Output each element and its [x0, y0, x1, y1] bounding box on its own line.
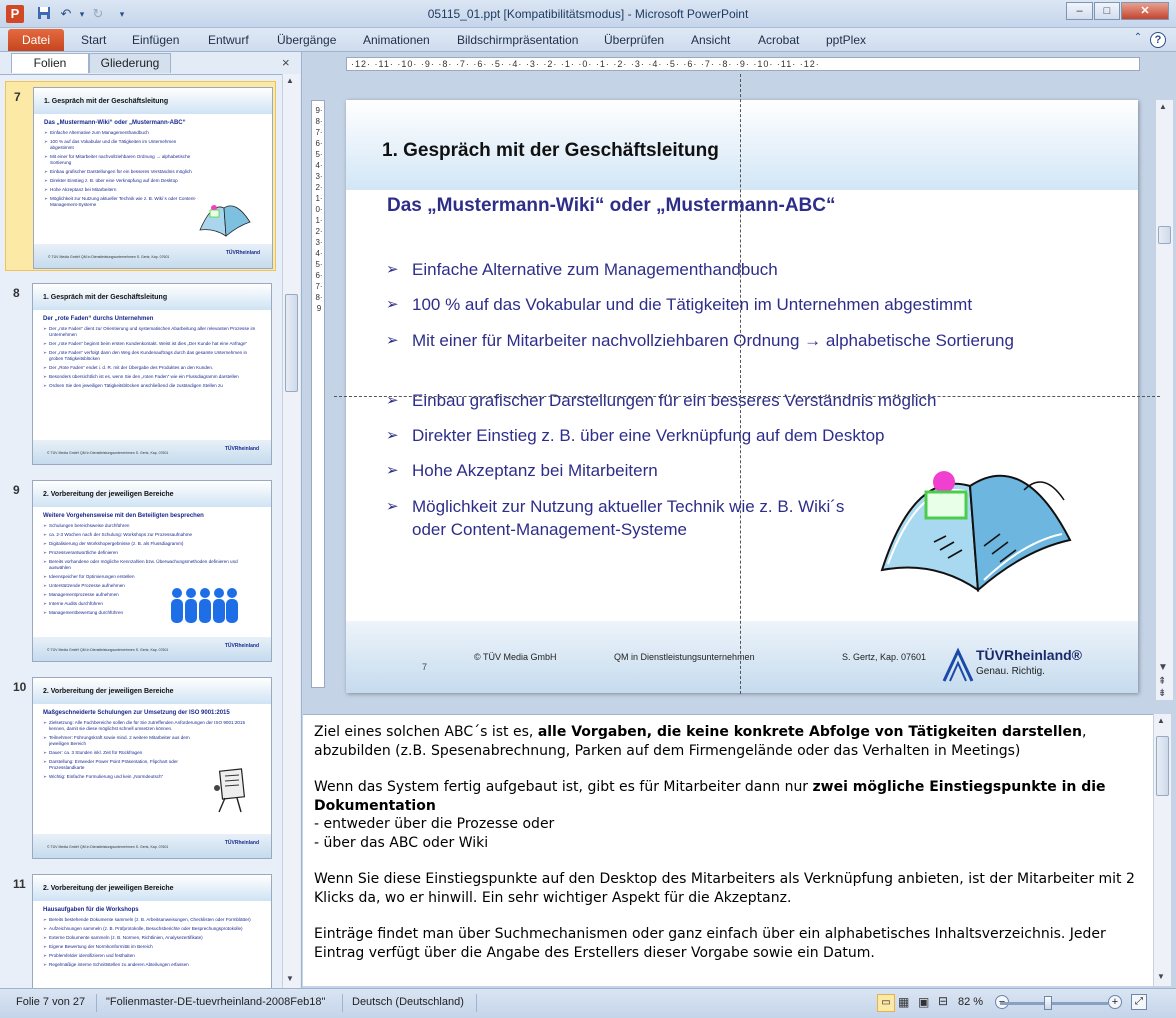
theme-name[interactable]: "Folienmaster-DE-tuevrheinland-2008Feb18"	[106, 996, 326, 1008]
thumbnail-bullet: ➢ Der „Rote Faden“ endet i. d. R. mit der Übergabe des Produktes an den Kunden.	[43, 365, 259, 371]
thumbnail-bullet: ➢ Der „rote Faden“ dient zur Orientierung und systematischen Abarbeitung aller relevanten Prozesse im Unternehmen	[43, 326, 259, 338]
status-bar	[0, 988, 1176, 1018]
slide-bullet[interactable]	[386, 258, 1046, 281]
bullet-arrow-icon: ➢	[386, 296, 399, 313]
tab-review[interactable]: Überprüfen	[604, 33, 665, 47]
customize-toolbar-icon[interactable]: ▾	[119, 9, 125, 19]
slide-number: 7	[14, 90, 21, 104]
bullet-text: Mit einer für Mitarbeiter nachvollziehbaren Ordnung → alphabetische Sortierung	[412, 331, 1014, 350]
scroll-down-icon[interactable]: ▼	[1158, 662, 1168, 673]
status-divider	[342, 994, 343, 1012]
minimize-button[interactable]: –	[1066, 2, 1093, 20]
tab-insert[interactable]: Einfügen	[132, 33, 180, 47]
footer-copyright[interactable]: © TÜV Media GmbH	[474, 652, 557, 662]
notes-paragraph: Einträge findet man über Suchmechanismen oder ganz einfach über ein alphabetisches Inhaltsverzeichnis. Jeder Eintrag verfügt über die Angabe des Erstellers dieser Vorgabe sowie ein Datum.	[314, 926, 1106, 961]
thumbnail-bullet: ➢ Direkter Einstieg z. B. über eine Verknüpfung auf dem Desktop	[44, 178, 198, 184]
tab-acrobat[interactable]: Acrobat	[758, 33, 800, 47]
bullet-text: Möglichkeit zur Nutzung aktueller Technik wie z. B. Wiki´s oder Content-Management-Systeme	[412, 497, 845, 539]
thumbnail-preview[interactable]	[32, 677, 272, 859]
tab-design[interactable]: Entwurf	[208, 33, 249, 47]
thumbnail-bullet: ➢ Externe Dokumente sammeln (z. B. Normen, Richtlinien, Analysezertifikate)	[43, 935, 259, 941]
vertical-guide[interactable]	[740, 74, 741, 694]
help-icon[interactable]: ?	[1150, 32, 1166, 48]
vertical-ruler[interactable]	[311, 100, 325, 688]
thumbnail-footer	[34, 244, 272, 268]
thumbnail-footer	[33, 637, 271, 661]
thumbnail-bullet: ➢ Problemfelder identifizieren und festhalten	[43, 953, 259, 959]
thumbnail-bullet: ➢ Eigene Bewertung der Normkonformität im Bereich	[43, 944, 259, 950]
thumbnail-bullet: ➢ Aufzeichnungen sammeln (z. B. Prüfprotokolle, Besuchsberichte oder Besprechungsprotokolle)	[43, 926, 259, 932]
tab-animations[interactable]: Animationen	[363, 33, 430, 47]
thumbnail-bullet: ➢ Managementprozesse aufnehmen	[43, 592, 259, 598]
notes-paragraph	[314, 778, 1142, 815]
thumbnail-bullet: ➢ Einbau grafischer Darstellungen für ein besseres Verständnis möglich	[44, 169, 198, 175]
bullet-text: Einbau grafischer Darstellungen für ein besseres Verständnis möglich	[412, 391, 937, 410]
title-bar	[0, 0, 1176, 28]
thumbnail-bullet: ➢ Bereits vorhandene oder mögliche Kennzahlen bzw. Überwachungsmethoden definieren und auswählen	[43, 559, 259, 571]
scroll-down-icon[interactable]: ▼	[286, 974, 294, 983]
thumbnail-scroll-thumb[interactable]	[285, 294, 298, 392]
thumbnail-bullet: ➢ Dauer: ca. 3 Stunden inkl. Zeit für Rückfragen	[43, 750, 203, 756]
thumbnail-bullet: ➢ Der „rote Faden“ beginnt beim ersten Kundenkontakt. Weist ist dies „Der Kunde hat eine Anfrage“	[43, 341, 259, 347]
thumbnail-preview[interactable]	[32, 283, 272, 465]
scroll-up-icon[interactable]: ▲	[286, 76, 294, 85]
footer-course[interactable]: QM in Dienstleistungsunternehmen	[614, 652, 755, 662]
slide-number: 10	[13, 680, 27, 694]
thumbnail-bullet: ➢ Ideenspeicher für Optimierungen erstellen	[43, 574, 259, 580]
notes-line: - über das ABC oder Wiki	[314, 834, 489, 851]
bullet-arrow-icon: ➢	[386, 392, 399, 409]
people-group-icon	[169, 583, 239, 625]
thumbnail-subtitle: Der „rote Faden“ durchs Unternehmen	[43, 316, 154, 322]
scroll-up-icon[interactable]: ▲	[1159, 102, 1167, 111]
thumbnail-subtitle: Hausaufgaben für die Workshops	[43, 907, 139, 913]
notes-text: , abzubilden (z.B. Spesenabrechnung, Parken auf dem Firmengelände oder das Verhalten in Meetings)	[314, 724, 1087, 759]
thumbnail-title: 1. Gespräch mit der Geschäftsleitung	[33, 284, 271, 310]
thumbnail-preview[interactable]	[32, 874, 272, 988]
thumbnail-slide-7[interactable]	[5, 81, 276, 271]
thumbnail-bullet: ➢ Unterstützende Prozesse aufnehmen	[43, 583, 259, 589]
slide-bullet[interactable]	[386, 495, 866, 541]
thumbnail-bullet: ➢ Besonders übersichtlich ist es, wenn Sie den „roten Faden“ wie ein Flussdiagramm darstellen	[43, 374, 259, 380]
ribbon-collapse-icon[interactable]: ⌃	[1133, 32, 1143, 43]
slides-panel	[0, 52, 302, 988]
panel-close-icon[interactable]: ×	[282, 55, 290, 70]
bullet-arrow-icon: ➢	[386, 332, 399, 349]
slide-footer	[346, 621, 1138, 693]
notes-text: Ziel eines solchen ABC´s ist es,	[314, 724, 538, 740]
book-illustration-icon[interactable]	[874, 430, 1074, 600]
notes-scrollbar[interactable]	[1153, 714, 1171, 986]
bullet-arrow-icon: ➢	[386, 498, 399, 515]
thumbnail-bullet: ➢ Prozessverantwortliche definieren	[43, 550, 259, 556]
thumbnail-preview[interactable]	[32, 480, 272, 662]
bullet-arrow-icon: ➢	[386, 261, 399, 278]
bullet-text: 100 % auf das Vokabular und die Tätigkeiten im Unternehmen abgestimmt	[412, 295, 973, 314]
thumbnail-footer-text: © TÜV Media GmbH QM in Dienstleistungsunternehmen S. Gertz, Kap. 07601	[47, 845, 169, 849]
zoom-slider[interactable]	[1000, 1002, 1108, 1005]
thumbnail-title: 2. Vorbereitung der jeweiligen Bereiche	[33, 481, 271, 507]
zoom-in-button[interactable]: +	[1108, 995, 1122, 1009]
ribbon-tabs	[0, 28, 1176, 52]
zoom-level[interactable]: 82 %	[958, 996, 984, 1008]
slide-number: 11	[13, 877, 26, 891]
thumbnail-title: 1. Gespräch mit der Geschäftsleitung	[34, 88, 272, 114]
bullet-arrow-icon: ➢	[386, 427, 399, 444]
thumbnail-bullet: ➢ Regelmäßige interne Schnittstellen zu anderen Abteilungen erfassen	[43, 962, 259, 968]
thumbnail-footer-text: © TÜV Media GmbH QM in Dienstleistungsunternehmen S. Gertz, Kap. 07601	[48, 255, 170, 259]
horizontal-ruler[interactable]: ·12· ·11· ·10· ·9· ·8· ·7· ·6· ·5· ·4· ·3· ·2· ·1· ·0· ·1· ·2· ·3· ·4· ·5· ·6· ·7· ·8· ·9· ·10· ·11· ·12·	[346, 57, 1140, 71]
tab-transitions[interactable]: Übergänge	[277, 33, 337, 47]
slide-number: 9	[13, 483, 20, 497]
thumbnail-subtitle: Maßgeschneiderte Schulungen zur Umsetzung der ISO 9001:2015	[43, 710, 230, 716]
thumbnail-list	[0, 74, 282, 988]
footer-author[interactable]: S. Gertz, Kap. 07601	[842, 652, 927, 662]
scroll-up-icon[interactable]: ▲	[1157, 716, 1165, 725]
thumbnail-scrollbar[interactable]	[282, 74, 300, 988]
slide-number: 8	[13, 286, 20, 300]
bullet-text: Direkter Einstieg z. B. über eine Verknüpfung auf dem Desktop	[412, 426, 885, 445]
notes-text: Wenn das System fertig aufgebaut ist, gibt es für Mitarbeiter dann nur	[314, 779, 813, 795]
thumbnail-footer-text: © TÜV Media GmbH QM in Dienstleistungsunternehmen S. Gertz, Kap. 07601	[47, 648, 169, 652]
tab-pptplex[interactable]: pptPlex	[826, 33, 867, 47]
zoom-slider-thumb[interactable]	[1044, 996, 1052, 1010]
bullet-arrow-icon: ➢	[386, 462, 399, 479]
tuv-logo-icon: TÜVRheinland	[224, 446, 259, 452]
reading-view-icon[interactable]: ▣	[918, 995, 930, 1009]
fit-to-window-icon[interactable]: ⤢	[1131, 994, 1147, 1010]
slide-subtitle[interactable]: Das „Mustermann-Wiki“ oder „Mustermann-ABC“	[387, 195, 836, 216]
thumbnail-bullet: ➢ Digitalisierung der Workshopergebnisse (z. B. als Flussdiagramm)	[43, 541, 259, 547]
slide-scroll-thumb[interactable]	[1158, 226, 1171, 244]
scroll-down-icon[interactable]: ▼	[1157, 972, 1165, 981]
notes-pane[interactable]	[303, 714, 1153, 986]
book-illustration-icon	[196, 196, 254, 240]
slideshow-icon[interactable]: ⊟	[938, 994, 949, 1008]
bullet-text: Hohe Akzeptanz bei Mitarbeitern	[412, 461, 658, 480]
thumbnail-bullet: ➢ Mit einer für Mitarbeiter nachvollziehbaren Ordnung → alphabetische Sortierung	[44, 154, 198, 166]
close-button[interactable]: ✕	[1121, 2, 1169, 20]
powerpoint-icon[interactable]: P	[6, 5, 24, 23]
thumbnail-slide-8[interactable]	[5, 278, 276, 468]
bullet-text: Einfache Alternative zum Managementhandbuch	[412, 260, 778, 279]
undo-dropdown-icon[interactable]: ▾	[79, 9, 85, 19]
tuv-logo-name: TÜVRheinland®	[976, 647, 1082, 663]
slide-bullet[interactable]	[386, 329, 1046, 352]
thumbnail-footer-text: © TÜV Media GmbH QM in Dienstleistungsunternehmen S. Gertz, Kap. 07601	[47, 451, 169, 455]
thumbnail-bullet: ➢ Der „rote Faden“ verfolgt dann den Weg des Kundenauftrags durch das gesamte Unternehmen in groben Tätigkeitsblöcken	[43, 350, 259, 362]
normal-view-icon[interactable]: ▭	[877, 994, 895, 1012]
thumbnail-slide-11[interactable]	[5, 869, 276, 988]
vertical-ruler-scale: 9·8·7·6·5·4·3·2·1·0·1·2·3·4·5·6·7·8·9	[315, 106, 323, 313]
thumbnail-bullet: ➢ Interne Audits durchführen	[43, 601, 259, 607]
tab-view[interactable]: Ansicht	[691, 33, 731, 47]
next-slide-icon[interactable]: ⇟	[1158, 688, 1167, 699]
tuv-logo-claim: Genau. Richtig.	[976, 666, 1045, 677]
footer-page-number[interactable]: 7	[422, 662, 428, 672]
thumbnail-slide-10[interactable]	[5, 672, 276, 862]
thumbnail-bullet: ➢ Zielsetzung: Alle Fachbereiche sollen die für Sie zutreffenden Anforderungen der ISO 9001:2015 kennen, damit sie diese möglichst schnell umsetzen können.	[43, 720, 259, 732]
thumbnail-bullet: ➢ Ordnen Sie den jeweiligen Tätigkeitsblöcken anschließend die zuständigen Stellen zu	[43, 383, 259, 389]
thumbnail-title: 2. Vorbereitung der jeweiligen Bereiche	[33, 678, 271, 704]
thumbnail-bullet: ➢ Einfache Alternative zum Managementhandbuch	[44, 130, 198, 136]
thumbnail-subtitle: Weitere Vorgehensweise mit den Beteiligten besprechen	[43, 513, 204, 519]
thumbnail-bullet: ➢ Managementbewertung durchführen	[43, 610, 259, 616]
thumbnail-bullet: ➢ ca. 2-3 Wochen nach der Schulung: Workshops zur Prozessaufnahme	[43, 532, 259, 538]
thumbnail-footer	[33, 440, 271, 464]
thumbnail-title: 2. Vorbereitung der jeweiligen Bereiche	[33, 875, 271, 901]
status-divider	[96, 994, 97, 1012]
status-divider	[476, 994, 477, 1012]
maximize-button[interactable]: □	[1094, 2, 1120, 20]
previous-slide-icon[interactable]: ⇞	[1158, 676, 1167, 687]
slide-title[interactable]: 1. Gespräch mit der Geschäftsleitung	[382, 140, 719, 161]
tuv-logo-icon: TÜVRheinland	[225, 250, 260, 256]
slide-sorter-icon[interactable]: ▦	[898, 995, 910, 1009]
thumbnail-slide-9[interactable]	[5, 475, 276, 665]
horizontal-guide[interactable]	[334, 396, 1160, 397]
tab-slideshow[interactable]: Bildschirmpräsentation	[457, 33, 579, 47]
slide-counter: Folie 7 von 27	[16, 996, 86, 1008]
thumbnail-bullet: ➢ Bereits bestehende Dokumente sammeln (z. B. Arbeitsanweisungen, Checklisten oder Formblätter)	[43, 917, 259, 923]
window-title: 05115_01.ppt [Kompatibilitätsmodus] - Microsoft PowerPoint	[427, 7, 749, 21]
notes-line: - entweder über die Prozesse oder	[314, 816, 555, 832]
thumbnail-bullet: ➢ Wichtig: Einfache Formulierung und kein „Normdeutsch“	[43, 774, 203, 780]
thumbnail-bullet: ➢ Teilnehmer: Führungskraft sowie mind. 2 weitere Mitarbeiter aus dem jeweiligen Bereich	[43, 735, 203, 747]
notes-scroll-thumb[interactable]	[1156, 736, 1169, 796]
slide-scrollbar[interactable]	[1155, 100, 1173, 700]
tuv-logo-icon: TÜVRheinland	[224, 643, 259, 649]
slide-bullet[interactable]	[386, 293, 1046, 316]
thumbnail-bullet: ➢ Hohe Akzeptanz bei Mitarbeitern	[44, 187, 198, 193]
language-indicator[interactable]: Deutsch (Deutschland)	[352, 996, 464, 1008]
thumbnail-subtitle: Das „Mustermann-Wiki“ oder „Mustermann-ABC“	[44, 120, 186, 126]
undo-icon[interactable]: ↶	[60, 6, 72, 21]
thumbnail-footer	[33, 834, 271, 858]
thumbnail-bullet: ➢ Schulungen bereichsweise durchführen	[43, 523, 259, 529]
flipchart-person-icon	[211, 766, 249, 814]
thumbnail-bullet: ➢ Möglichkeit zur Nutzung aktueller Technik wie z. B. Wiki´s oder Content-Management-Systeme	[44, 196, 198, 208]
tab-slides[interactable]: Folien	[11, 53, 89, 73]
thumbnail-bullet: ➢ Darstellung: Entweder Power Point Präsentation, Flipchart oder Prozesslandkarte	[43, 759, 203, 771]
tuv-logo-icon: TÜVRheinland	[224, 840, 259, 846]
slide-bullet[interactable]	[386, 389, 1046, 412]
tab-outline[interactable]: Gliederung	[89, 53, 171, 73]
notes-bold-text: zwei mögliche Einstiegspunkte in die Dokumentation	[314, 779, 1106, 814]
thumbnail-preview[interactable]	[33, 87, 273, 269]
notes-paragraph	[314, 723, 1142, 760]
redo-icon[interactable]: ↻	[92, 6, 104, 21]
thumbnail-bullet: ➢ 100 % auf das Vokabular und die Tätigkeiten im Unternehmen abgestimmt	[44, 139, 198, 151]
notes-paragraph: Wenn Sie diese Einstiegspunkte auf den Desktop des Mitarbeiters als Verknüpfung anbieten, ist der Mitarbeiter mit 2 Klicks da, wo er hinwill. Ein sehr wichtiger Aspekt für die Akzeptanz.	[314, 871, 1135, 906]
notes-bold-text: alle Vorgaben, die keine konkrete Abfolge von Tätigkeiten darstellen	[537, 724, 1082, 740]
tab-file[interactable]: Datei	[8, 29, 64, 51]
tab-start[interactable]: Start	[81, 33, 107, 47]
